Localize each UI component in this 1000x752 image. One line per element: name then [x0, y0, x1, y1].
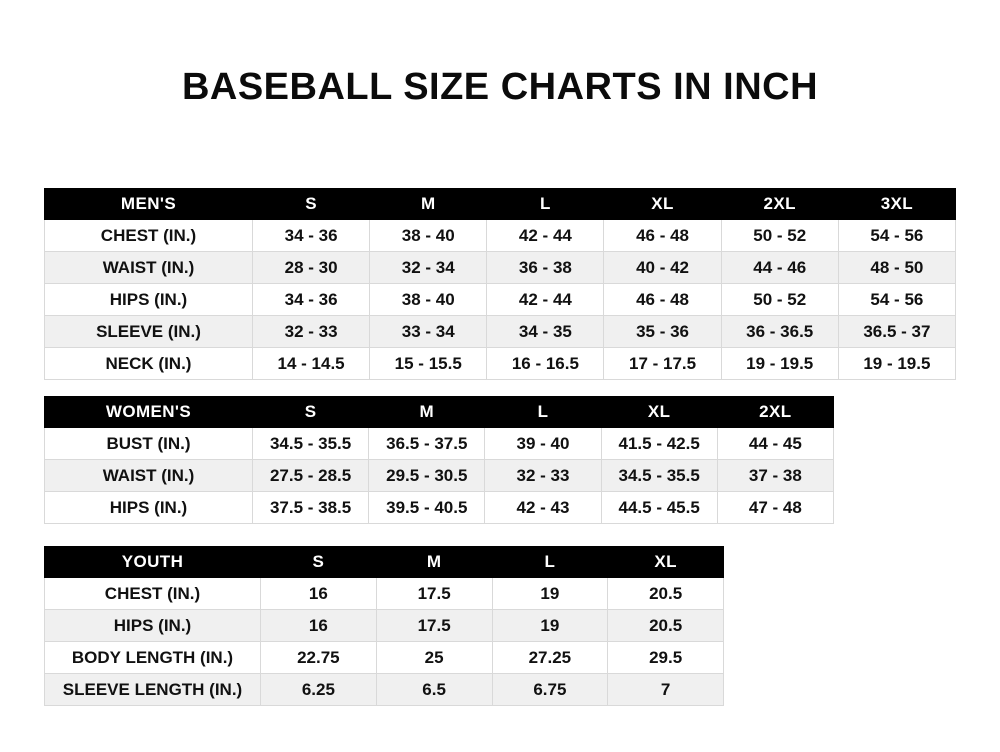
- table-row: [45, 220, 956, 252]
- cell-value: 19 - 19.5: [721, 348, 838, 380]
- cell-value: 46 - 48: [604, 284, 721, 316]
- header-cell-m: M: [369, 397, 485, 428]
- row-label: NECK (IN.): [45, 348, 253, 380]
- table-row: [45, 642, 724, 674]
- table-row: [45, 284, 956, 316]
- table-row: [45, 578, 724, 610]
- cell-value: 34 - 35: [487, 316, 604, 348]
- table-header-row: [45, 547, 724, 578]
- table-row: [45, 428, 834, 460]
- cell-value: 34.5 - 35.5: [253, 428, 369, 460]
- cell-value: 54 - 56: [838, 284, 955, 316]
- cell-value: 19: [492, 610, 608, 642]
- header-cell-m: M: [376, 547, 492, 578]
- row-label: WAIST (IN.): [45, 252, 253, 284]
- cell-value: 17 - 17.5: [604, 348, 721, 380]
- header-cell-l: L: [485, 397, 601, 428]
- cell-value: 39 - 40: [485, 428, 601, 460]
- cell-value: 34 - 36: [253, 220, 370, 252]
- header-cell-2xl: 2XL: [721, 189, 838, 220]
- header-cell-s: S: [253, 189, 370, 220]
- header-cell-l: L: [487, 189, 604, 220]
- header-cell-3xl: 3XL: [838, 189, 955, 220]
- cell-value: 6.75: [492, 674, 608, 706]
- cell-value: 44 - 46: [721, 252, 838, 284]
- cell-value: 20.5: [608, 578, 724, 610]
- header-cell-2xl: 2XL: [717, 397, 833, 428]
- cell-value: 33 - 34: [370, 316, 487, 348]
- cell-value: 50 - 52: [721, 220, 838, 252]
- cell-value: 37 - 38: [717, 460, 833, 492]
- header-cell-xl: XL: [601, 397, 717, 428]
- cell-value: 35 - 36: [604, 316, 721, 348]
- header-cell-category: MEN'S: [45, 189, 253, 220]
- womens-size-table: [44, 396, 834, 524]
- cell-value: 29.5: [608, 642, 724, 674]
- header-cell-l: L: [492, 547, 608, 578]
- cell-value: 15 - 15.5: [370, 348, 487, 380]
- cell-value: 28 - 30: [253, 252, 370, 284]
- cell-value: 38 - 40: [370, 220, 487, 252]
- cell-value: 25: [376, 642, 492, 674]
- cell-value: 38 - 40: [370, 284, 487, 316]
- cell-value: 27.25: [492, 642, 608, 674]
- cell-value: 41.5 - 42.5: [601, 428, 717, 460]
- row-label: HIPS (IN.): [45, 610, 261, 642]
- womens-table-body: [45, 428, 834, 524]
- header-cell-category: YOUTH: [45, 547, 261, 578]
- cell-value: 34 - 36: [253, 284, 370, 316]
- cell-value: 42 - 44: [487, 284, 604, 316]
- cell-value: 32 - 34: [370, 252, 487, 284]
- cell-value: 19: [492, 578, 608, 610]
- mens-size-table: [44, 188, 956, 380]
- table-row: [45, 252, 956, 284]
- cell-value: 40 - 42: [604, 252, 721, 284]
- cell-value: 36.5 - 37.5: [369, 428, 485, 460]
- cell-value: 36 - 36.5: [721, 316, 838, 348]
- cell-value: 44.5 - 45.5: [601, 492, 717, 524]
- cell-value: 39.5 - 40.5: [369, 492, 485, 524]
- row-label: SLEEVE LENGTH (IN.): [45, 674, 261, 706]
- cell-value: 46 - 48: [604, 220, 721, 252]
- row-label: WAIST (IN.): [45, 460, 253, 492]
- header-cell-s: S: [253, 397, 369, 428]
- cell-value: 27.5 - 28.5: [253, 460, 369, 492]
- table-row: [45, 492, 834, 524]
- cell-value: 22.75: [261, 642, 377, 674]
- row-label: HIPS (IN.): [45, 492, 253, 524]
- mens-table-header: [45, 189, 956, 220]
- womens-table-header: [45, 397, 834, 428]
- cell-value: 16 - 16.5: [487, 348, 604, 380]
- cell-value: 32 - 33: [485, 460, 601, 492]
- cell-value: 32 - 33: [253, 316, 370, 348]
- cell-value: 44 - 45: [717, 428, 833, 460]
- cell-value: 37.5 - 38.5: [253, 492, 369, 524]
- cell-value: 6.25: [261, 674, 377, 706]
- header-cell-category: WOMEN'S: [45, 397, 253, 428]
- cell-value: 14 - 14.5: [253, 348, 370, 380]
- row-label: CHEST (IN.): [45, 220, 253, 252]
- youth-table-header: [45, 547, 724, 578]
- cell-value: 20.5: [608, 610, 724, 642]
- cell-value: 50 - 52: [721, 284, 838, 316]
- youth-table-body: [45, 578, 724, 706]
- cell-value: 42 - 43: [485, 492, 601, 524]
- table-row: [45, 460, 834, 492]
- cell-value: 48 - 50: [838, 252, 955, 284]
- row-label: HIPS (IN.): [45, 284, 253, 316]
- cell-value: 6.5: [376, 674, 492, 706]
- cell-value: 42 - 44: [487, 220, 604, 252]
- cell-value: 16: [261, 578, 377, 610]
- row-label: SLEEVE (IN.): [45, 316, 253, 348]
- table-row: [45, 674, 724, 706]
- table-row: [45, 316, 956, 348]
- cell-value: 29.5 - 30.5: [369, 460, 485, 492]
- cell-value: 54 - 56: [838, 220, 955, 252]
- cell-value: 34.5 - 35.5: [601, 460, 717, 492]
- page-title: BASEBALL SIZE CHARTS IN INCH: [181, 66, 819, 108]
- header-cell-xl: XL: [608, 547, 724, 578]
- cell-value: 36 - 38: [487, 252, 604, 284]
- cell-value: 17.5: [376, 578, 492, 610]
- header-cell-xl: XL: [604, 189, 721, 220]
- header-cell-m: M: [370, 189, 487, 220]
- mens-table-body: [45, 220, 956, 380]
- table-header-row: [45, 397, 834, 428]
- cell-value: 47 - 48: [717, 492, 833, 524]
- youth-size-table: [44, 546, 724, 706]
- cell-value: 17.5: [376, 610, 492, 642]
- table-row: [45, 348, 956, 380]
- row-label: BUST (IN.): [45, 428, 253, 460]
- cell-value: 36.5 - 37: [838, 316, 955, 348]
- cell-value: 19 - 19.5: [838, 348, 955, 380]
- header-cell-s: S: [261, 547, 377, 578]
- cell-value: 7: [608, 674, 724, 706]
- table-header-row: [45, 189, 956, 220]
- row-label: CHEST (IN.): [45, 578, 261, 610]
- table-row: [45, 610, 724, 642]
- cell-value: 16: [261, 610, 377, 642]
- row-label: BODY LENGTH (IN.): [45, 642, 261, 674]
